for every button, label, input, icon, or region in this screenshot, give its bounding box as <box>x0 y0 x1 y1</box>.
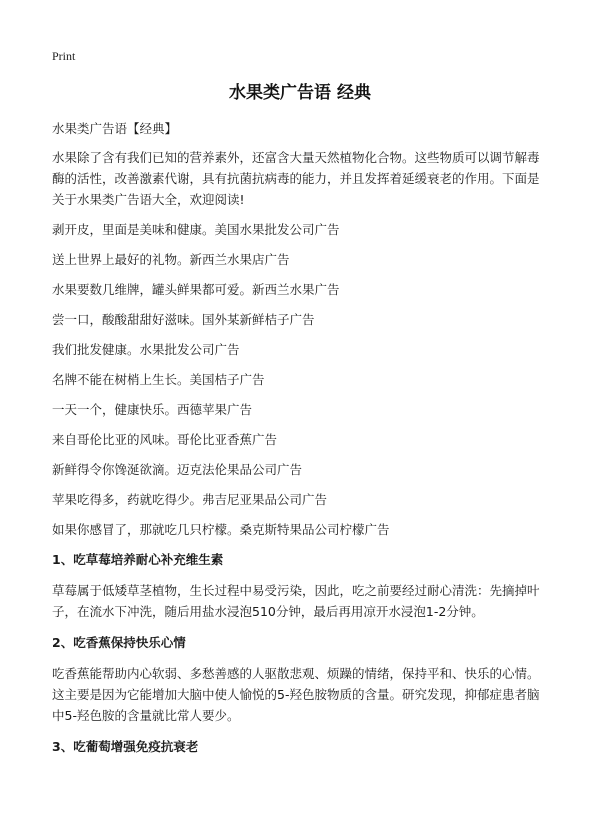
slogan-line: 来自哥伦比亚的风味。哥伦比亚香蕉广告 <box>52 432 278 447</box>
slogan-line: 一天一个，健康快乐。西德苹果广告 <box>52 402 253 417</box>
section-heading-banana: 2、吃香蕉保持快乐心情 <box>52 635 186 650</box>
slogan-line: 尝一口，酸酸甜甜好滋味。国外某新鲜桔子广告 <box>52 312 315 327</box>
slogan-line: 水果要数几维牌，罐头鲜果都可爱。新西兰水果广告 <box>52 282 340 297</box>
slogan-line: 剥开皮，里面是美味和健康。美国水果批发公司广告 <box>52 222 340 237</box>
page-title: 水果类广告语 经典 <box>229 83 371 103</box>
slogan-line: 名牌不能在树梢上生长。美国桔子广告 <box>52 372 265 387</box>
slogan-line: 送上世界上最好的礼物。新西兰水果店广告 <box>52 252 290 267</box>
slogan-line: 苹果吃得多，药就吃得少。弗吉尼亚果品公司广告 <box>52 492 328 507</box>
section-heading-grape: 3、吃葡萄增强免疫抗衰老 <box>52 739 199 754</box>
print-link[interactable]: Print <box>52 49 76 63</box>
slogan-line: 我们批发健康。水果批发公司广告 <box>52 342 240 357</box>
slogan-line: 如果你感冒了，那就吃几只柠檬。桑克斯特果品公司柠檬广告 <box>52 522 390 537</box>
slogan-line: 新鲜得令你馋涎欲滴。迈克法伦果品公司广告 <box>52 462 303 477</box>
article-subtitle: 水果类广告语【经典】 <box>52 121 178 136</box>
intro-paragraph: 水果除了含有我们已知的营养素外，还富含大量天然植物化合物。这些物质可以调节解毒酶的活性，改善激素代谢，具有抗菌抗病毒的能力，并且发挥着延缓衰老的作用。下面是关于水果类广告语大全，欢迎阅读! <box>52 150 540 207</box>
article-body <box>52 118 548 767</box>
section-text-strawberry: 草莓属于低矮草茎植物，生长过程中易受污染，因此，吃之前要经过耐心清洗：先摘掉叶子，在流水下冲洗，随后用盐水浸泡510分钟，最后再用凉开水浸泡1-2分钟。 <box>52 583 540 619</box>
section-text-banana: 吃香蕉能帮助内心软弱、多愁善感的人驱散悲观、烦躁的情绪，保持平和、快乐的心情。这主要是因为它能增加大脑中使人愉悦的5-羟色胺物质的含量。研究发现，抑郁症患者脑中5-羟色胺的含量就比常人要少。 <box>52 666 540 723</box>
section-heading-strawberry: 1、吃草莓培养耐心补充维生素 <box>52 552 224 567</box>
